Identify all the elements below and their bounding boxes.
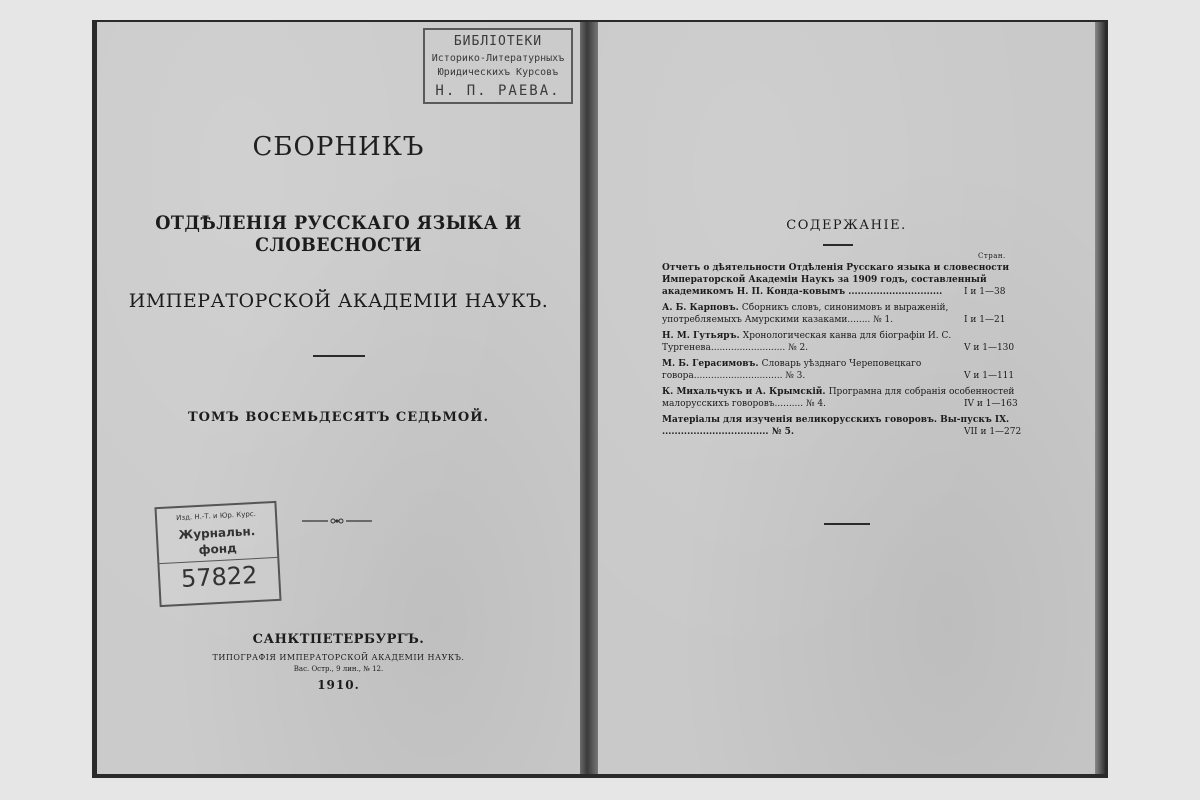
entry-text: Отчетъ о дѣятельности Отдѣленiя Русскаго языка и словесности Императорской Академiи Наукъ за 1909 годъ, составленный академикомъ Н. П. Конда-ковымъ .............................. (662, 263, 1010, 297)
title-page (97, 22, 580, 774)
inventory-stamp-line: Изд. Н.-Т. и Юр. Курс. (175, 509, 257, 523)
book-subtitle: ИМПЕРАТОРСКОЙ АКАДЕМIИ НАУКЪ. (128, 290, 549, 312)
imprint-city: САНКТПЕТЕРБУРГЪ. (252, 632, 425, 647)
entry-pages: V и 1—111 (964, 371, 1015, 381)
contents-list (662, 262, 1024, 442)
entry-pages: IV и 1—163 (964, 399, 1018, 409)
list-item (662, 386, 1024, 410)
entry-author: А. Б. Карповъ. (662, 303, 742, 313)
entry-text: Сборникъ словъ, синонимовъ и выраженiй, употребляемыхъ Амурскими казаками........ № 1. (662, 303, 949, 325)
book-title: СБОРНИКЪ (252, 132, 425, 162)
entry-pages: VII и 1—272 (964, 427, 1022, 437)
entry-author: М. Б. Герасимовъ. (662, 359, 762, 369)
book-subtitle: ОТДѢЛЕНIЯ РУССКАГО ЯЗЫКА И СЛОВЕСНОСТИ (155, 212, 522, 256)
book-gutter (580, 22, 598, 774)
entry-text: Матерiалы для изученiя великорусскихъ говоровъ. Вы-пускъ IX. .................................. № 5. (662, 415, 1010, 437)
list-item (662, 262, 1024, 298)
library-stamp-line: БИБЛIОТЕКИ (453, 34, 543, 49)
contents-title: СОДЕРЖАНIЕ. (786, 218, 907, 233)
library-stamp-line: Н. П. РАЕВА. (435, 83, 561, 99)
entry-pages: I и 1—21 (964, 315, 1006, 325)
inventory-stamp-line: фонд (198, 541, 238, 557)
pages-header: Стран. (978, 252, 1006, 260)
contents-page (598, 22, 1095, 774)
entry-author: К. Михальчукъ и А. Крымскiй. (662, 387, 829, 397)
entry-author: Н. М. Гутьяръ. (662, 331, 743, 341)
entry-text: Хронологическая канва для бiографiи И. С. Тургенева.......................... № 2. (662, 331, 952, 353)
entry-pages: I и 1—38 (964, 287, 1006, 297)
divider (824, 523, 870, 525)
imprint-press: ТИПОГРАФIЯ ИМПЕРАТОРСКОЙ АКАДЕМIИ НАУКЪ. (212, 653, 465, 662)
volume-line: ТОМЪ ВОСЕМЬДЕСЯТЪ СЕДЬМОЙ. (187, 410, 489, 425)
page-edge (1095, 22, 1105, 774)
library-stamp-line: Историко-Литературныхъ (431, 53, 565, 64)
list-item (662, 302, 1024, 326)
ornament-icon (302, 516, 372, 526)
library-stamp (423, 28, 573, 104)
inventory-stamp (154, 501, 281, 607)
inventory-stamp-line: Журнальн. (178, 524, 256, 543)
divider (313, 355, 365, 357)
imprint-year: 1910. (317, 678, 360, 692)
list-item (662, 414, 1024, 438)
entry-text: Словарь уѣзднаго Череповецкаго говора............................... № 3. (662, 359, 922, 381)
list-item (662, 358, 1024, 382)
imprint-address: Вас. Остр., 9 лин., № 12. (293, 665, 384, 673)
entry-text: Програмна для собранiя особенностей малорусскихъ говоровъ.......... № 4. (662, 387, 1015, 409)
entry-pages: V и 1—130 (964, 343, 1015, 353)
list-item (662, 330, 1024, 354)
divider (823, 244, 853, 246)
imprint (97, 632, 580, 692)
library-stamp-line: Юридическихъ Курсовъ (437, 67, 559, 78)
inventory-number: 57822 (159, 557, 278, 594)
